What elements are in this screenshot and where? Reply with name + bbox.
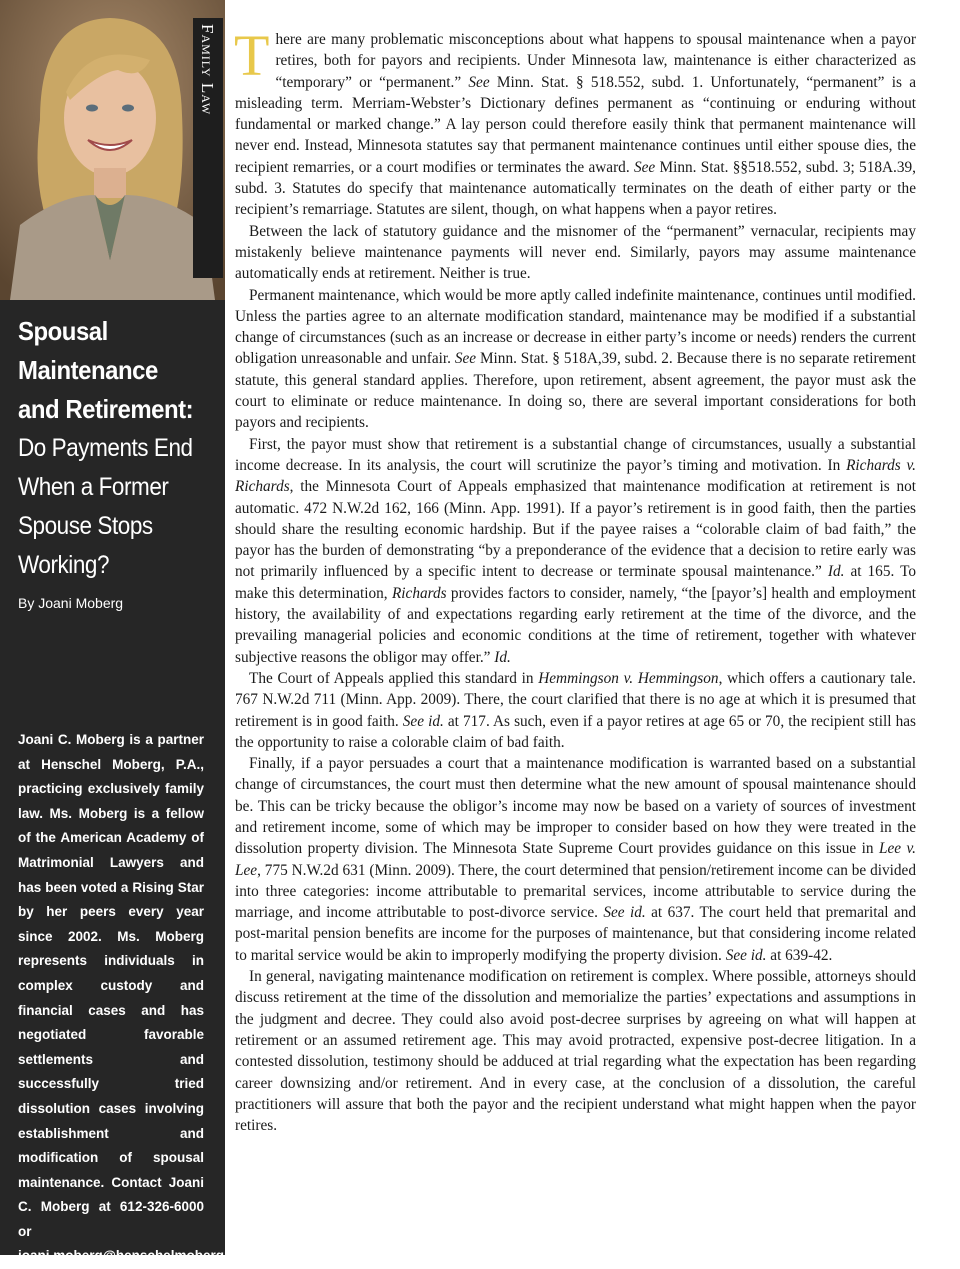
author-portrait-image — [0, 0, 225, 300]
paragraph — [234, 23, 916, 221]
headline-light-line: Spouse Stops — [18, 512, 153, 540]
headline-light-line: Working? — [18, 551, 110, 579]
text-run: Minn. Stat. § 518A,39, subd. 2. Because there is no separate retirement statute, this general standard applies. Therefore, upon retirement, absent agreement, the payor must ask the court to eliminate or reduce maintenance. In doing so, there are several important considerations for both payors and recipients. — [235, 350, 916, 432]
text-run: , the Minnesota Court of Appeals emphasized that maintenance modification at retirement is not automatic. 472 N.W.2d 162, 166 (Minn. App. 1991). If a payor’s retirement is in good faith, then the parties should share the resulting economic hardship. But if the payee raises a “colorable claim of bad faith,” the payor has the burden of demonstrating “by a preponderance of the evidence that a decision to retire early was not primarily influenced by a specific intent to decrease or terminate spousal maintenance.” — [235, 478, 916, 581]
case-name: Richards — [391, 584, 447, 602]
citation-signal: See id. — [603, 904, 646, 922]
text-run: The Court of Appeals applied this standard in — [249, 669, 539, 687]
headline-light-line: When a Former — [18, 473, 169, 501]
headline-bold-line: Spousal — [18, 316, 108, 346]
text-run: at 639-42. — [766, 946, 833, 964]
text-run: Minn. Stat. § 518.552, subd. 1. Unfortunately, “permanent” is a misleading term. Merriam-Webster’s Dictionary defines permanent as “continuing or enduring without fundamental or marked change.” A lay person could therefore easily think that permanent maintenance will never end. Instead, Minnesota statutes say that permanent maintenance continues until either spouse dies, the recipient remarries, or a court modifies or terminates the award. — [235, 73, 916, 176]
author-photo — [0, 0, 225, 300]
paragraph — [235, 285, 916, 434]
citation-signal: Id. — [494, 648, 511, 666]
citation-signal: See — [468, 73, 490, 91]
article-body — [234, 23, 916, 1136]
text-run: at 165. To make this determination, — [235, 563, 916, 602]
text-run: , 775 N.W.2d 631 (Minn. 2009). There, the court determined that pension/retirement income can be divided into three categories: income attributable to premarital services, income attributable to service during the marriage, and income attributable to post-divorce service. — [235, 861, 916, 922]
section-label — [193, 18, 223, 278]
text-run: provides factors to consider, namely, “the [payor’s] health and employment history, the availability of and expectations regarding early retirement at the time of the divorce, and the prevailing managerial policies and economic conditions at the time of retirement, together with whatever subjective reasons the obligor may offer.” — [235, 584, 916, 666]
citation-signal: See — [454, 350, 477, 368]
text-run: at 637. The court held that premarital and post-marital pension benefits are income for the purposes of maintenance, but that considering income related to marital service would be akin to improperly modifying the property division. — [235, 904, 916, 964]
citation-signal: Id. — [827, 563, 845, 581]
headline-bold-line: and Retirement: — [18, 394, 194, 424]
paragraph — [235, 434, 916, 668]
author-bio: Joani C. Moberg is a partner at Henschel Moberg, P.A., practicing exclusively family law. Ms. Moberg is a fellow of the American Academy of Matrimonial Lawyers and has been voted a Rising Star by her peers every year since 2002. Ms. Moberg represents individuals in complex custody and financial cases and has negotiated favorable settlements and successfully tried dissolution cases involving establishment and modification of spousal maintenance. Contact Joani C. Moberg at 612-326-6000 or joani.moberg@henschelmoberg.com — [18, 732, 256, 1264]
paragraph: Between the lack of statutory guidance and the misnomer of the “permanent” vernacular, recipients may mistakenly believe maintenance payments will never end. Similarly, payors may assume maintenance automatically ends at retirement. Neither is true. — [235, 222, 916, 283]
headline-bold-line: Maintenance — [18, 355, 158, 385]
text-run: Finally, if a payor persuades a court that a maintenance modification is warranted based on a substantial change of circumstances, the court must then determine what the new amount of spousal maintenance should be. This can be tricky because the obligor’s income may now be based on a variety of sources of investment and retirement income, some of which may be improper to consider based on how they were treated in the dissolution property division. The Minnesota State Supreme Court provides guidance on this issue in — [235, 755, 916, 858]
citation-signal: See — [633, 158, 656, 176]
author-sidebar — [0, 0, 256, 1264]
text-run: Minn. Stat. §§518.552, subd. 3; 518A.39, subd. 3. Statutes do specify that maintenance automatically terminates on the death of either party or the recipient’s remarriage. Statutes are silent, though, on what happens when a payor retires. — [235, 158, 916, 219]
text-run: , which offers a cautionary tale. 767 N.W.2d 711 (Minn. App. 2009). There, the court clarified that there is no age at which it is presumed that retirement is in good faith. — [235, 669, 916, 730]
text-run: Permanent maintenance, which would be more aptly called indefinite maintenance, continues until modified. Unless the parties agree to an alternate modification standard, maintenance may be modified if a substantial change of circumstances (such as an increase or decrease in either party’s income or needs) renders the current obligation unreasonable and unfair. — [235, 286, 916, 368]
citation-signal: See id. — [402, 712, 444, 730]
paragraph: In general, navigating maintenance modification on retirement is complex. Where possible, attorneys should discuss retirement at the time of the dissolution and memorialize the parties’ expectations and assumptions in the judgment and decree. They could also avoid post-decree surprises by agreeing on what will happen at retirement or an assumed retirement age. This may avoid protracted, expensive post-decree litigation. In a contested dissolution, testimony should be adduced at trial regarding what the expectation has been regarding career downsizing and/or retirement. And in every case, at the conclusion of a dissolution, the careful practitioners will assure that both the payor and the recipient understand what might happen when the payor retires. — [235, 968, 916, 1135]
headline — [18, 312, 218, 585]
text-run: First, the payor must show that retirement is a substantial change of circumstances, usually a substantial income decrease. In its analysis, the court will scrutinize the payor’s timing and motivation. In — [235, 435, 916, 474]
headline-light-line: Do Payments End — [18, 434, 193, 462]
paragraph — [235, 753, 916, 966]
text-run: at 717. As such, even if a payor retires at age 65 or 70, the recipient still has the opportunity to raise a colorable claim of bad faith. — [235, 712, 916, 751]
case-name: Lee v. Lee — [235, 840, 916, 879]
case-name: Richards v. Richards — [235, 456, 916, 496]
citation-signal: See id. — [725, 946, 767, 964]
drop-cap: T — [234, 23, 270, 88]
paragraph — [235, 668, 916, 753]
section-label-text: Family Law — [198, 24, 217, 116]
case-name: Hemmingson v. Hemmingson — [538, 669, 719, 687]
text-run: here are many problematic misconceptions about what happens to spousal maintenance when a payor retires, both for payors and recipients. Under Minnesota law, maintenance is either characterized as “temporary” or “permanent.” — [275, 31, 916, 91]
byline: By Joani Moberg — [18, 595, 124, 611]
